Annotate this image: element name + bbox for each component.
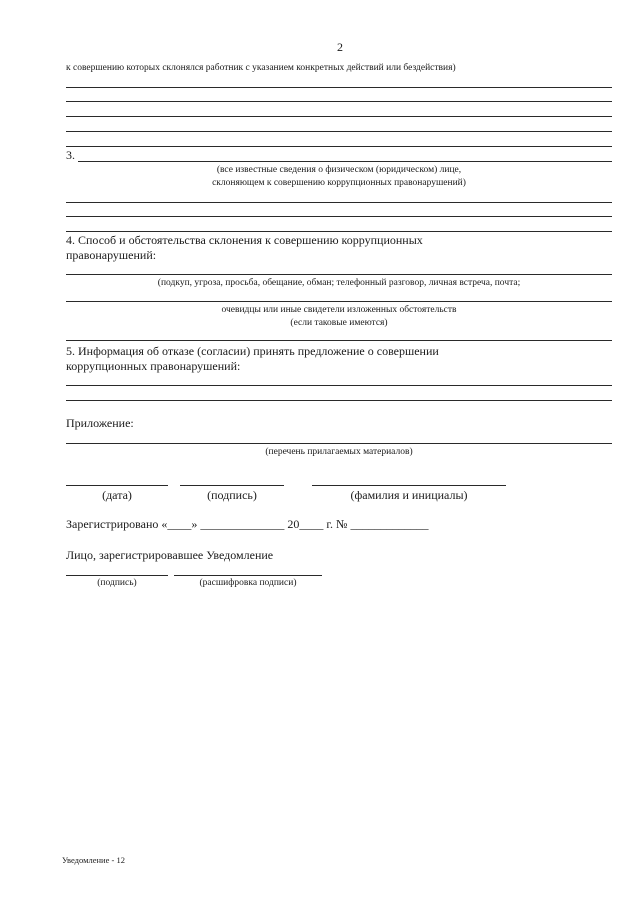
section5-line-2 bbox=[66, 400, 612, 401]
attachment-caption: (перечень прилагаемых материалов) bbox=[265, 447, 413, 457]
section4-heading-2: правонарушений: bbox=[66, 248, 157, 262]
page-footer: Уведомление - 12 bbox=[62, 855, 125, 865]
section2-line-2 bbox=[66, 101, 612, 102]
attachment-line bbox=[66, 443, 612, 444]
registration-month-blank: ______________ bbox=[200, 517, 285, 531]
signature-line bbox=[180, 485, 284, 486]
section4-caption-methods: (подкуп, угроза, просьба, обещание, обман; телефонный разговор, личная встреча, почта; bbox=[157, 278, 521, 288]
section2-caption: к совершению которых склонялся работник с указанием конкретных действий или бездействия) bbox=[66, 63, 456, 73]
section2-line-1 bbox=[66, 87, 612, 88]
registration-year: 20 bbox=[287, 517, 300, 531]
section3-number: 3. bbox=[66, 148, 75, 162]
section3-line bbox=[78, 161, 612, 162]
section4-line-3 bbox=[66, 340, 612, 341]
section5-line-1 bbox=[66, 385, 612, 386]
registration-prefix: Зарегистрировано « bbox=[66, 517, 168, 531]
registration-line bbox=[66, 517, 428, 532]
section2-line-5 bbox=[66, 146, 612, 147]
section4-caption-witness-1: очевидцы или иные свидетели изложенных обстоятельств bbox=[221, 305, 457, 315]
section5-heading-1: 5. Информация об отказе (согласии) принять предложение о совершении bbox=[66, 344, 439, 358]
registration-suffix: г. № bbox=[326, 517, 348, 531]
section4-line-1 bbox=[66, 274, 612, 275]
registration-number-blank: _____________ bbox=[350, 517, 429, 531]
section4-heading-1: 4. Способ и обстоятельства склонения к совершению коррупционных bbox=[66, 233, 423, 247]
registrar-signature-line bbox=[66, 575, 168, 576]
registrar-decoding-caption: (расшифровка подписи) bbox=[199, 578, 297, 588]
section3-caption-1: (все известные сведения о физическом (юридическом) лице, bbox=[216, 165, 462, 175]
section2-line-4 bbox=[66, 131, 612, 132]
registration-day-blank: ____ bbox=[167, 517, 192, 531]
section3-line-3 bbox=[66, 216, 612, 217]
attachment-label: Приложение: bbox=[66, 416, 134, 430]
section4-line-2 bbox=[66, 301, 612, 302]
section4-caption-witness-2: (если таковые имеются) bbox=[290, 318, 388, 328]
name-line bbox=[312, 485, 506, 486]
section3-line-4 bbox=[66, 231, 612, 232]
date-caption: (дата) bbox=[102, 488, 132, 502]
section2-line-3 bbox=[66, 116, 612, 117]
date-line bbox=[66, 485, 168, 486]
name-caption: (фамилия и инициалы) bbox=[350, 488, 468, 502]
registrar-decoding-line bbox=[174, 575, 322, 576]
registrar-signature-caption: (подпись) bbox=[97, 578, 137, 588]
registration-year-blank: ____ bbox=[299, 517, 324, 531]
section5-heading-2: коррупционных правонарушений: bbox=[66, 359, 241, 373]
signature-caption: (подпись) bbox=[207, 488, 257, 502]
section3-caption-2: склоняющем к совершению коррупционных правонарушений) bbox=[212, 178, 466, 188]
page-number: 2 bbox=[337, 40, 343, 54]
registrar-label: Лицо, зарегистрировавшее Уведомление bbox=[66, 548, 274, 562]
registration-mid: » bbox=[191, 517, 198, 531]
section3-line-2 bbox=[66, 202, 612, 203]
